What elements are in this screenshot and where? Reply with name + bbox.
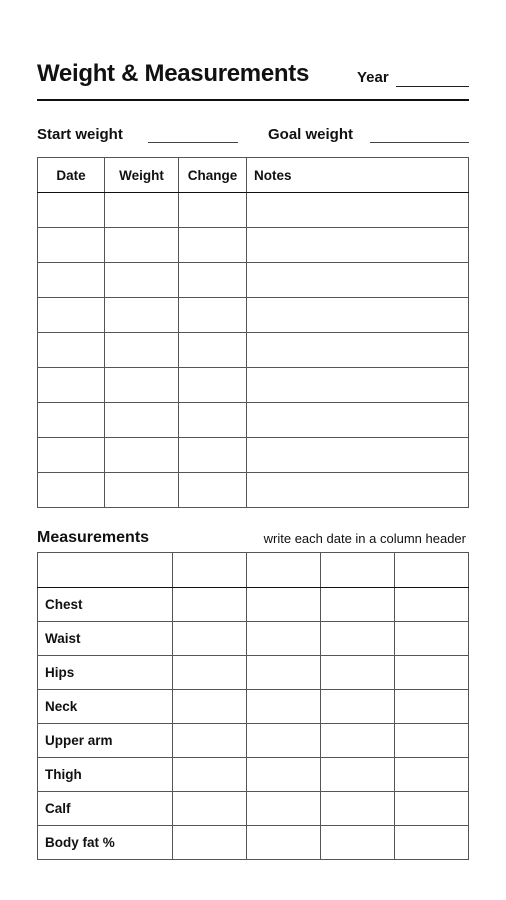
column-header-weight: Weight (105, 158, 179, 193)
start-weight-blank-line[interactable] (148, 142, 238, 143)
entry-cell-notes[interactable] (247, 263, 469, 298)
entry-cell-change[interactable] (179, 473, 247, 508)
measurements-hint: write each date in a column header (263, 531, 466, 546)
measurement-cell[interactable] (395, 656, 469, 690)
weight-log-table (37, 157, 469, 508)
entry-cell-date[interactable] (38, 438, 105, 473)
measurement-cell[interactable] (321, 724, 395, 758)
measurement-cell[interactable] (395, 758, 469, 792)
entry-cell-change[interactable] (179, 193, 247, 228)
entry-cell-date[interactable] (38, 333, 105, 368)
measurement-cell[interactable] (173, 724, 247, 758)
entry-cell-date[interactable] (38, 228, 105, 263)
table-row (38, 368, 469, 403)
table-row (38, 263, 469, 298)
table-row (38, 403, 469, 438)
date-header-cell[interactable] (321, 553, 395, 588)
entry-cell-change[interactable] (179, 298, 247, 333)
measurement-cell[interactable] (321, 690, 395, 724)
start-weight-label: Start weight (37, 126, 123, 143)
entry-cell-notes[interactable] (247, 298, 469, 333)
entry-cell-notes[interactable] (247, 333, 469, 368)
table-row (38, 333, 469, 368)
year-blank-line[interactable] (396, 86, 469, 87)
entry-cell-weight[interactable] (105, 368, 179, 403)
table-row (38, 228, 469, 263)
entry-cell-weight[interactable] (105, 298, 179, 333)
measurement-cell[interactable] (321, 656, 395, 690)
table-row (38, 826, 469, 860)
date-header-cell[interactable] (395, 553, 469, 588)
measurement-row-label: Upper arm (38, 724, 173, 758)
measurement-cell[interactable] (321, 588, 395, 622)
measurement-cell[interactable] (247, 690, 321, 724)
measurements-title: Measurements (37, 529, 150, 546)
entry-cell-date[interactable] (38, 403, 105, 438)
entry-cell-change[interactable] (179, 333, 247, 368)
entry-cell-date[interactable] (38, 298, 105, 333)
measurement-cell[interactable] (173, 690, 247, 724)
measurement-cell[interactable] (247, 758, 321, 792)
measurement-cell[interactable] (247, 656, 321, 690)
weight-log-header-row (38, 158, 469, 193)
entry-cell-weight[interactable] (105, 403, 179, 438)
date-header-cell[interactable] (173, 553, 247, 588)
title-divider (37, 99, 469, 101)
measurement-row-label: Body fat % (38, 826, 173, 860)
table-row (38, 193, 469, 228)
page-title: Weight & Measurements (37, 60, 309, 87)
measurements-corner-cell (38, 553, 173, 588)
measurement-cell[interactable] (173, 588, 247, 622)
table-row (38, 298, 469, 333)
measurement-cell[interactable] (173, 826, 247, 860)
entry-cell-weight[interactable] (105, 333, 179, 368)
measurement-cell[interactable] (321, 792, 395, 826)
measurement-cell[interactable] (395, 792, 469, 826)
entry-cell-weight[interactable] (105, 263, 179, 298)
measurement-cell[interactable] (247, 622, 321, 656)
measurement-cell[interactable] (395, 622, 469, 656)
table-row (38, 690, 469, 724)
date-header-cell[interactable] (247, 553, 321, 588)
measurement-cell[interactable] (247, 588, 321, 622)
column-header-notes: Notes (247, 158, 469, 193)
measurements-table (37, 552, 469, 860)
entry-cell-weight[interactable] (105, 228, 179, 263)
entry-cell-date[interactable] (38, 473, 105, 508)
entry-cell-change[interactable] (179, 263, 247, 298)
measurement-cell[interactable] (173, 622, 247, 656)
entry-cell-weight[interactable] (105, 193, 179, 228)
entry-cell-weight[interactable] (105, 473, 179, 508)
entry-cell-change[interactable] (179, 228, 247, 263)
entry-cell-notes[interactable] (247, 438, 469, 473)
measurement-cell[interactable] (173, 792, 247, 826)
measurement-row-label: Neck (38, 690, 173, 724)
measurement-cell[interactable] (173, 758, 247, 792)
measurement-row-label: Hips (38, 656, 173, 690)
table-row (38, 792, 469, 826)
table-row (38, 588, 469, 622)
measurements-header-row (38, 553, 469, 588)
table-row (38, 473, 469, 508)
measurement-cell[interactable] (321, 826, 395, 860)
measurement-cell[interactable] (247, 826, 321, 860)
entry-cell-notes[interactable] (247, 368, 469, 403)
entry-cell-date[interactable] (38, 193, 105, 228)
goal-weight-label: Goal weight (268, 126, 354, 143)
entry-cell-date[interactable] (38, 368, 105, 403)
entry-cell-date[interactable] (38, 263, 105, 298)
table-row (38, 724, 469, 758)
column-header-date: Date (38, 158, 105, 193)
table-row (38, 438, 469, 473)
measurement-cell[interactable] (173, 656, 247, 690)
entry-cell-notes[interactable] (247, 473, 469, 508)
measurement-cell[interactable] (247, 792, 321, 826)
entry-cell-change[interactable] (179, 438, 247, 473)
entry-cell-change[interactable] (179, 403, 247, 438)
entry-cell-change[interactable] (179, 368, 247, 403)
goal-weight-blank-line[interactable] (370, 142, 469, 143)
measurement-cell[interactable] (395, 826, 469, 860)
measurement-cell[interactable] (395, 588, 469, 622)
measurement-row-label: Thigh (38, 758, 173, 792)
measurement-cell[interactable] (321, 622, 395, 656)
entry-cell-notes[interactable] (247, 403, 469, 438)
entry-cell-weight[interactable] (105, 438, 179, 473)
year-label: Year (357, 69, 389, 86)
entry-cell-notes[interactable] (247, 228, 469, 263)
measurement-cell[interactable] (247, 724, 321, 758)
table-row (38, 622, 469, 656)
entry-cell-notes[interactable] (247, 193, 469, 228)
measurement-row-label: Waist (38, 622, 173, 656)
table-row (38, 758, 469, 792)
measurement-cell[interactable] (321, 758, 395, 792)
measurement-cell[interactable] (395, 724, 469, 758)
column-header-change: Change (179, 158, 247, 193)
measurement-row-label: Chest (38, 588, 173, 622)
measurement-row-label: Calf (38, 792, 173, 826)
table-row (38, 656, 469, 690)
measurement-cell[interactable] (395, 690, 469, 724)
